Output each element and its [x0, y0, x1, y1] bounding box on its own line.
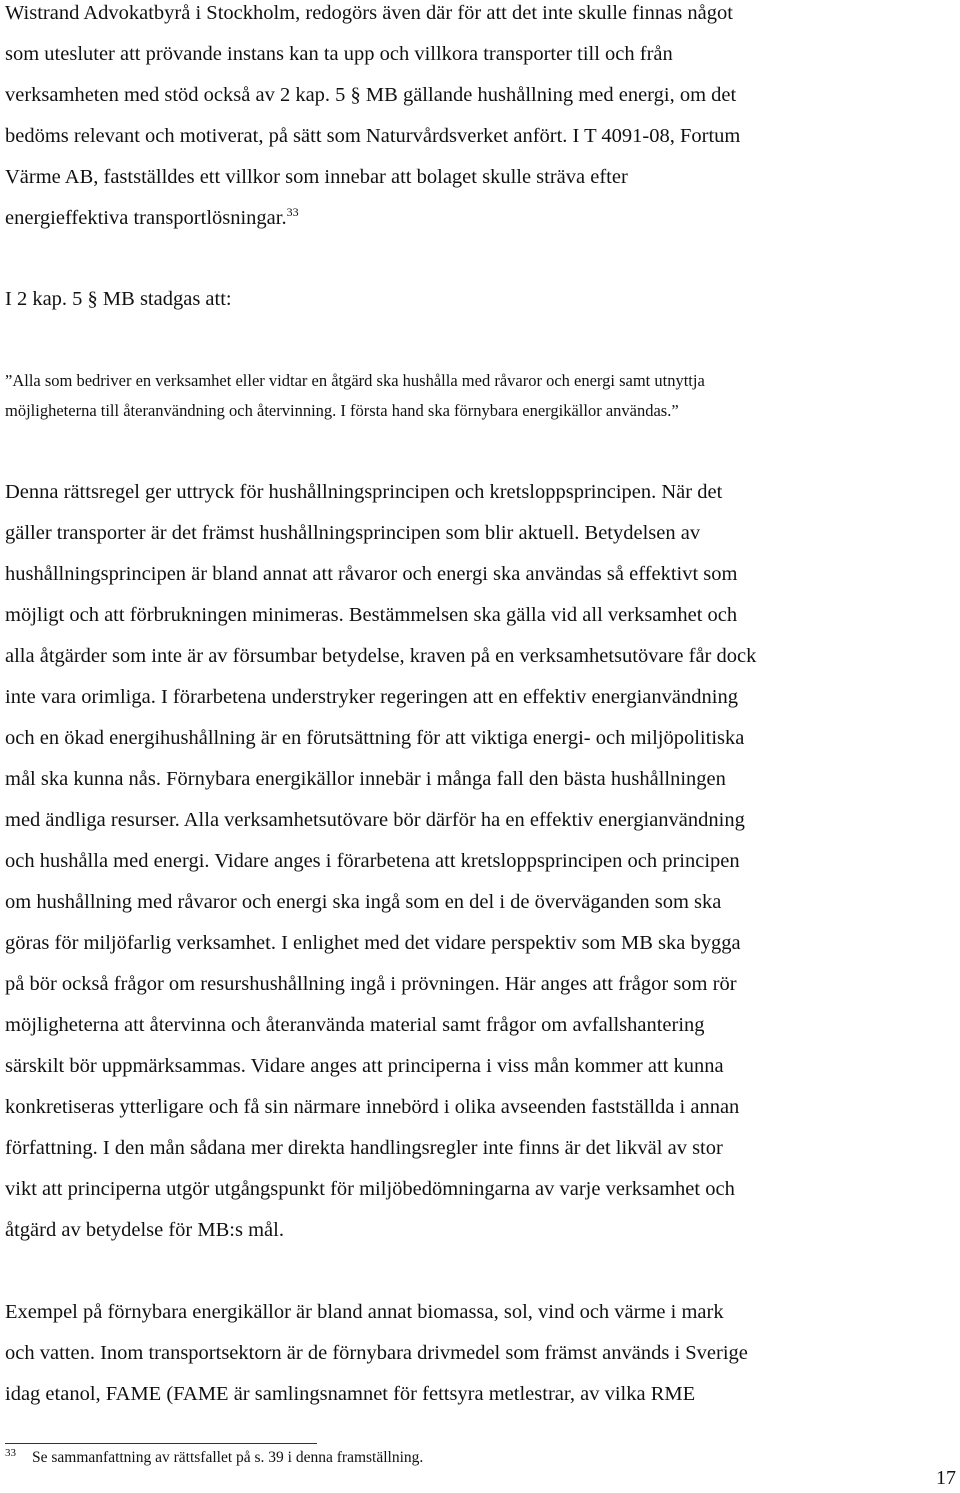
text-line: hushållningsprincipen är bland annat att råvaror och energi ska användas så effektivt som — [5, 563, 738, 585]
text-line: författning. I den mån sådana mer direkta handlingsregler inte finns är det likväl av stor — [5, 1137, 723, 1159]
quote-line: möjligheterna till återanvändning och återvinning. I första hand ska förnybara energikällor användas.” — [5, 401, 679, 420]
text-line: möjligheterna att återvinna och återanvända material samt frågor om avfallshantering — [5, 1014, 705, 1036]
text-line: inte vara orimliga. I förarbetena understryker regeringen att en effektiv energianvändning — [5, 686, 738, 708]
text-line: och hushålla med energi. Vidare anges i förarbetena att kretsloppsprincipen och principen — [5, 850, 740, 872]
statute-quote — [5, 366, 705, 426]
paragraph-renewables — [5, 1292, 748, 1415]
text-line: Denna rättsregel ger uttryck för hushållningsprincipen och kretsloppsprincipen. När det — [5, 481, 723, 503]
text-line: göras för miljöfarlig verksamhet. I enlighet med det vidare perspektiv som MB ska bygga — [5, 932, 741, 954]
footnote-text: Se sammanfattning av rättsfallet på s. 39 i denna framställning. — [32, 1449, 424, 1466]
text-line: Värme AB, fastställdes ett villkor som innebar att bolaget skulle sträva efter — [5, 166, 628, 188]
paragraph-case-law — [5, 0, 740, 239]
text-line: mål ska kunna nås. Förnybara energikällor innebär i många fall den bästa hushållningen — [5, 768, 726, 790]
text-line: och en ökad energihushållning är en förutsättning för att viktiga energi- och miljöpolitiska — [5, 727, 745, 749]
paragraph-principles — [5, 472, 756, 1251]
page-number: 17 — [936, 1467, 956, 1489]
text-line: I 2 kap. 5 § MB stadgas att: — [5, 288, 232, 310]
text-line: Wistrand Advokatbyrå i Stockholm, redogörs även där för att det inte skulle finnas något — [5, 2, 733, 24]
text-line: på bör också frågor om resurshushållning ingå i prövningen. Här anges att frågor som rör — [5, 973, 737, 995]
text-line: gäller transporter är det främst hushållningsprincipen som blir aktuell. Betydelsen av — [5, 522, 701, 544]
text-line: möjligt och att förbrukningen minimeras. Bestämmelsen ska gälla vid all verksamhet och — [5, 604, 738, 626]
footnote-separator — [5, 1443, 317, 1444]
text-line: särskilt bör uppmärksammas. Vidare anges att principerna i viss mån kommer att kunna — [5, 1055, 724, 1077]
text-line: energieffektiva transportlösningar. — [5, 207, 287, 229]
text-line: vikt att principerna utgör utgångspunkt för miljöbedömningarna av varje verksamhet och — [5, 1178, 735, 1200]
footnote-number: 33 — [5, 1446, 16, 1459]
text-line: åtgärd av betydelse för MB:s mål. — [5, 1219, 284, 1241]
text-line: konkretiseras ytterligare och få sin närmare innebörd i olika avseenden fastställda i annan — [5, 1096, 740, 1118]
footnote — [5, 1448, 423, 1468]
quote-line: ”Alla som bedriver en verksamhet eller vidtar en åtgärd ska hushålla med råvaror och energi samt utnyttja — [5, 371, 705, 390]
text-line: bedöms relevant och motiverat, på sätt som Naturvårdsverket anfört. I T 4091-08, Fortum — [5, 125, 741, 147]
footnote-reference: 33 — [286, 205, 299, 220]
text-line: idag etanol, FAME (FAME är samlingsnamnet för fettsyra metlestrar, av vilka RME — [5, 1383, 696, 1405]
text-line: alla åtgärder som inte är av försumbar betydelse, kraven på en verksamhetsutövare får dock — [5, 645, 757, 667]
text-line: om hushållning med råvaror och energi ska ingå som en del i de överväganden som ska — [5, 891, 722, 913]
paragraph-statute-intro — [5, 279, 232, 320]
text-line: verksamheten med stöd också av 2 kap. 5 § MB gällande hushållning med energi, om det — [5, 84, 737, 106]
text-line: som utesluter att prövande instans kan ta upp och villkora transporter till och från — [5, 43, 673, 65]
text-line-with-footnote — [5, 198, 740, 239]
text-line: med ändliga resurser. Alla verksamhetsutövare bör därför ha en effektiv energianvändning — [5, 809, 745, 831]
text-line: och vatten. Inom transportsektorn är de förnybara drivmedel som främst används i Sverige — [5, 1342, 748, 1364]
text-line: Exempel på förnybara energikällor är bland annat biomassa, sol, vind och värme i mark — [5, 1301, 724, 1323]
